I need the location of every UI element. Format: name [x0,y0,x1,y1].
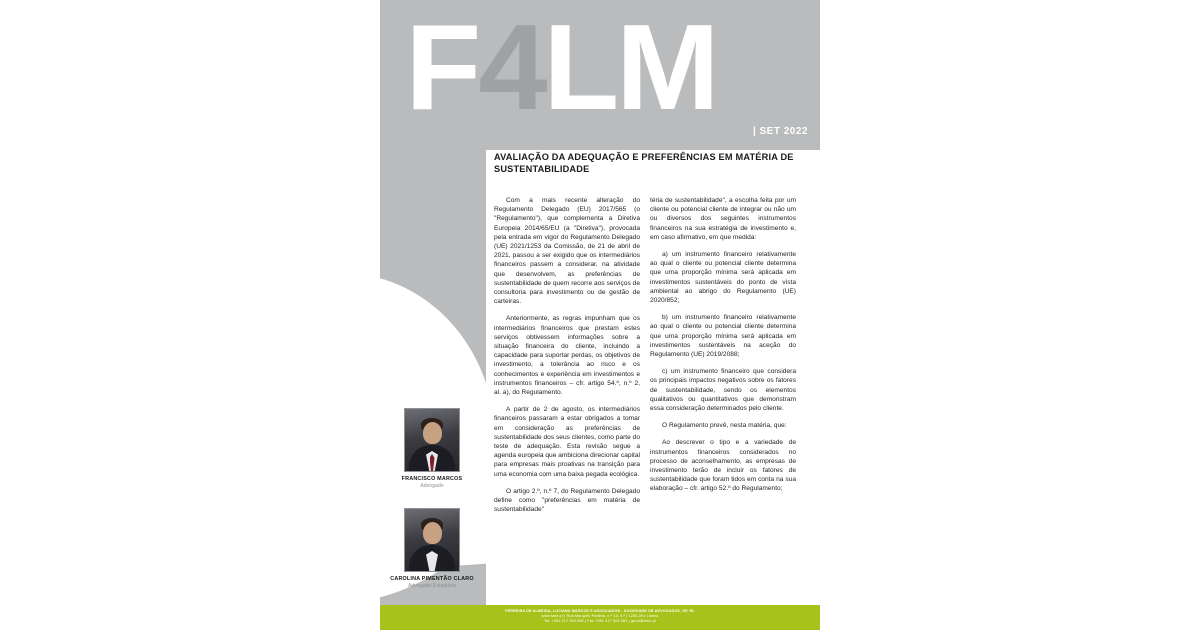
paragraph: téria de sustentabilidade", a escolha feita por um cliente ou potencial cliente de integrar ou não um ou diversos dos seguintes instrumentos financeiros na sua estratégia de investimento e, em caso afirmativo, em que medida: [650,197,796,241]
paragraph: c) um instrumento financeiro que considera os principais impactos negativos sobre os fatores de sustentabilidade, sendo os elementos qualitativos ou quantitativos que demonstram essa consideração determinados pelo cliente. [650,368,796,413]
author-name: CAROLINA PIMENTÃO CLARO [390,576,474,582]
footer-line-contacts: Tel. +351 217 924 080 | Fax +351 217 924 081 | geral@falm.pt [543,619,657,623]
footer-line-address: www.falm.pt | Rua Marquês Pombal, n.º 15, 5.º | 1250-091 Lisboa [541,614,659,618]
paragraph: Anteriormente, as regras impunham que os intermediários financeiros que prestam estes serviços obtivessem informações sobre a situação financeira do cliente, incluindo a capacidade para suportar perdas, os objetivos de investimento, a tolerância ao risco e os conhecimentos e experiência em investimentos e instrumentos financeiros – cfr. artigo 54.º, n.º 2, al. a), do Regulamento. [494,315,640,397]
logo-letter-m: M [615,0,718,135]
logo-letter-l: L [543,0,618,135]
logo-letter-4: 4 [477,0,546,135]
logo-letter-f: F [405,0,480,135]
issue-date-badge: | SET 2022 [749,124,812,140]
footer-bar [380,605,820,630]
paragraph: Com a mais recente alteração do Regulamento Delegado (EU) 2017/565 (o "Regulamento"), que complementa a Diretiva Europeia 2014/65/EU (a "Diretiva"), provocada pela entrada em vigor do Regulamento Delegado (UE) 2021/1253 da Comissão, de 21 de abril de 2021, passou a ser exigido que os intermediários financeiros passem a considerar, na atividade que desenvolvem, as preferências de sustentabilidade de quem recorre aos serviços de consultoria para investimento ou de gestão de carteiras. [494,197,640,306]
paragraph: O Regulamento prevê, nesta matéria, que: [662,422,787,430]
paragraph: O artigo 2.º, n.º 7, do Regulamento Delegado define como "preferências em matéria de sustentabilidade" [494,487,640,514]
paragraph: a) um instrumento financeiro relativamente ao qual o cliente ou potencial cliente determina que uma proporção mínima será aplicada em investimentos sustentáveis do ponto de vista ambiental ao abrigo do Regulamento (UE) 2020/852; [650,251,796,305]
author-card [382,508,482,589]
author-name: FRANCISCO MARCOS [401,476,463,482]
avatar [404,508,460,572]
paragraph: b) um instrumento financeiro relativamente ao qual o cliente ou potencial cliente determina que uma proporção mínima será aplicada em investimentos sustentáveis na aceção do Regulamento (UE) 2019/2088; [650,314,796,359]
footer-line-firm: FERREIRA DE ALMEIDA, LUCIANO MARCOS E ASSOCIADOS - SOCIEDADE DE ADVOGADOS, SP, RL [505,609,695,613]
paragraph: A partir de 2 de agosto, os intermediários financeiros passaram a estar obrigados a tomar em consideração as preferências de sustentabilidade dos seus clientes, como parte do teste de adequação. Esta revisão segue a agenda europeia que ambiciona direcionar capital para empresas mais proativas na transição para uma economia com uma baixa pegada ecológica. [494,406,640,478]
author-card [382,408,482,489]
author-role: Advogada Estagiária [408,583,456,589]
body-column-right [650,196,796,502]
page-title: AVALIAÇÃO DA ADEQUAÇÃO E PREFERÊNCIAS EM MATÉRIA DE SUSTENTABILIDADE [494,152,794,174]
author-role: Advogado [420,483,444,489]
avatar [404,408,460,472]
document-sheet [380,0,820,630]
body-column-left [494,196,640,523]
paragraph: Ao descrever o tipo e a variedade de instrumentos financeiros considerados no processo de aconselhamento, as empresas de investimento terão de incluir os fatores de sustentabilidade que foram tidos em conta na sua elaboração – cfr. artigo 52.º do Regulamento; [650,439,796,493]
